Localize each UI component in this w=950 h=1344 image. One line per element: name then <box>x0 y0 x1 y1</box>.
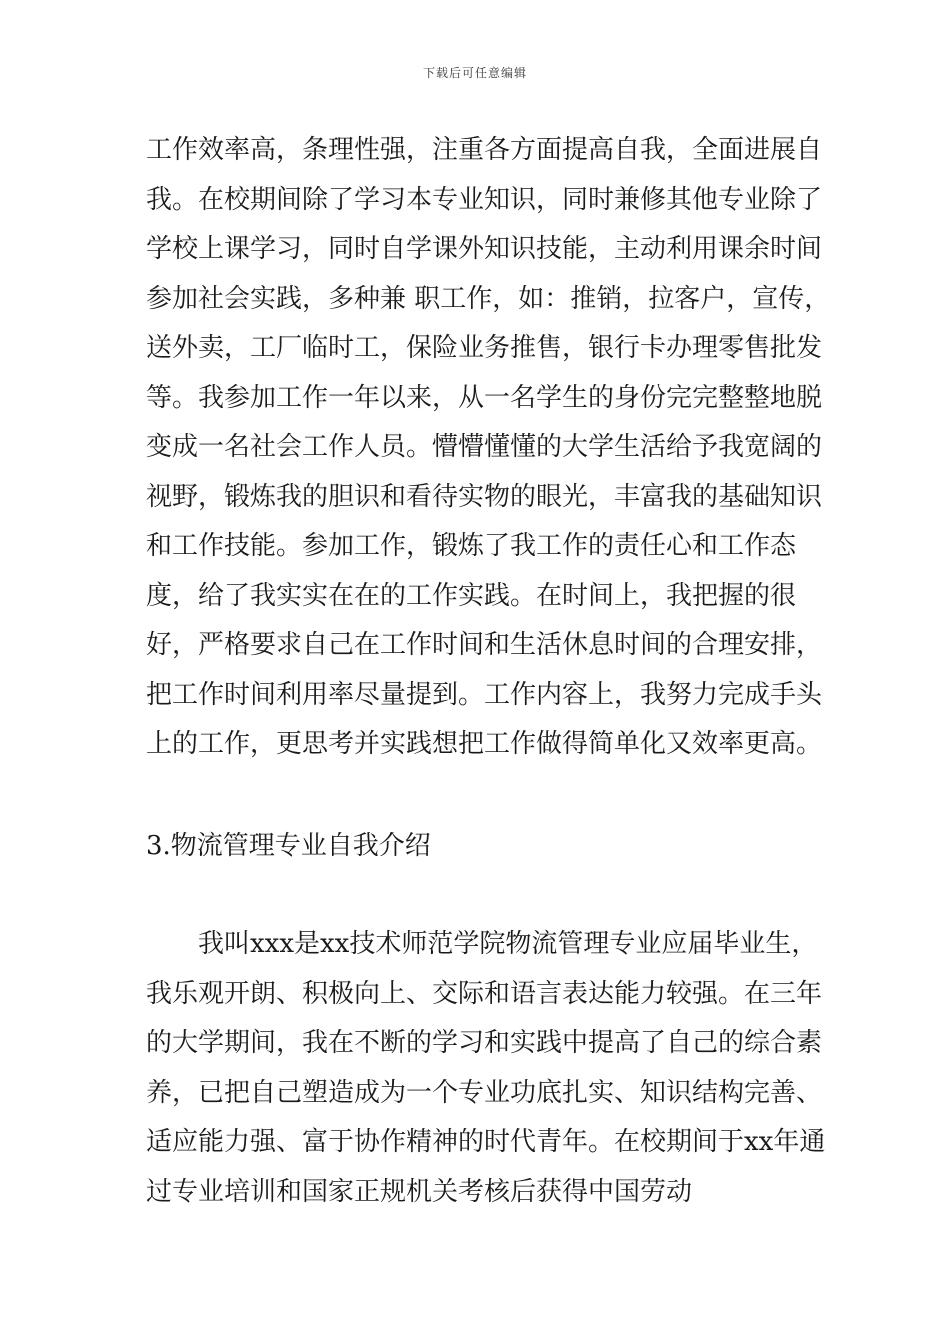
body-paragraph-2: 我叫xxx是xx技术师范学院物流管理专业应届毕业生，我乐观开朗、积极向上、交际和语言表达能力较强。在三年的大学期间，我在不断的学习和实践中提高了自己的综合素养，已把自己塑造成为一个专业功底扎实、知识结构完善、适应能力强、富于协作精神的时代青年。在校期间于xx年通过专业培训和国家正规机关考核后获得中国劳动 <box>146 929 826 1207</box>
body-paragraph-1: 工作效率高，条理性强，注重各方面提高自我，全面进展自我。在校期间除了学习本专业知识，同时兼修其他专业除了学校上课学习，同时自学课外知识技能，主动利用课余时间参加社会实践，多种兼 职工作，如：推销，拉客户，宣传，送外卖，工厂临时工，保险业务推售，银行卡办理零售批发等。我参加工作一年以来，从一名学生的身份完完整整地脱变成一名社会工作人员。懵懵懂懂的大学生活给予我宽阔的视野，锻炼我的胆识和看待实物的眼光，丰富我的基础知识和工作技能。参加工作，锻炼了我工作的责任心和工作态度，给了我实实在在的工作实践。在时间上，我把握的很好，严格要求自己在工作时间和生活休息时间的合理安排，把工作时间利用率尽量提到。工作内容上，我努力完成手头上的工作，更思考并实践想把工作做得简单化又效率更高。 <box>146 135 831 759</box>
header-note: 下载后可任意编辑 <box>422 66 527 80</box>
section-heading: 3.物流管理专业自我介绍 <box>146 831 431 861</box>
